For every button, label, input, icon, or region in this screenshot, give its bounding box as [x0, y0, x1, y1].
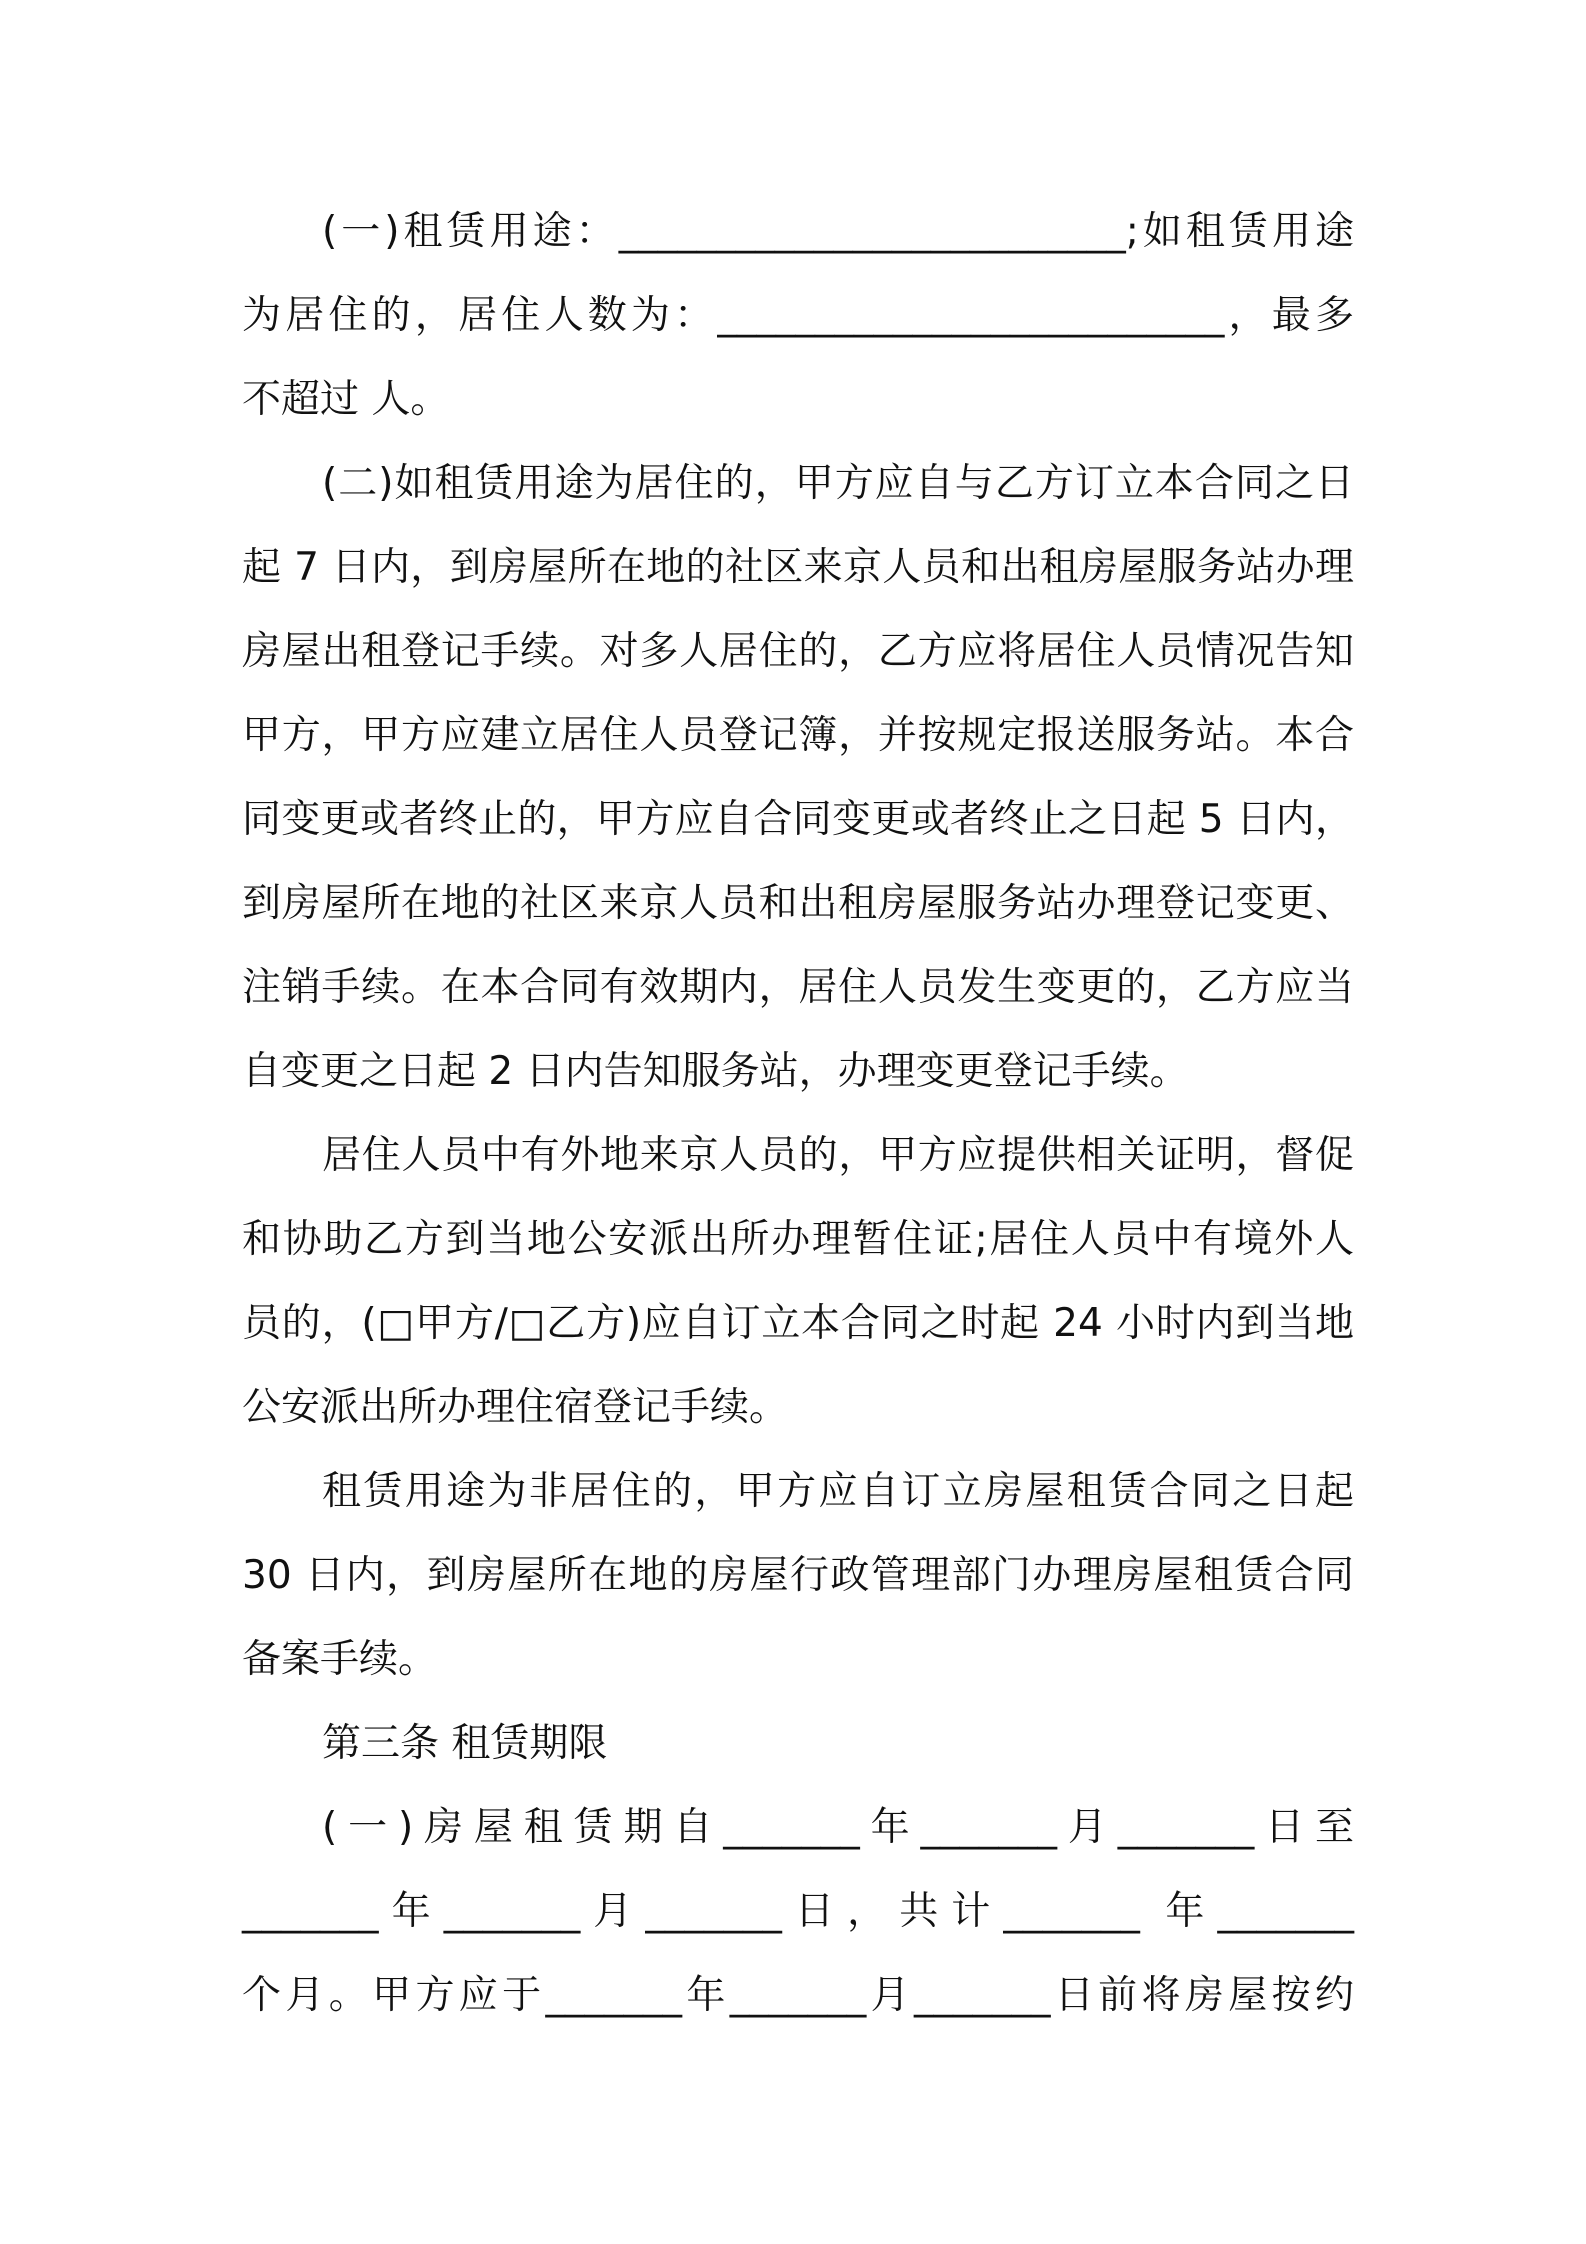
text-line: (一)租赁用途：__________________________;如租赁用途 [322, 209, 1354, 254]
article-heading: 第三条 租赁期限 [322, 1721, 608, 1766]
text-line: 员的，(□甲方/□乙方)应自订立本合同之时起 24 小时内到当地 [242, 1301, 1354, 1346]
text-line: 甲方，甲方应建立居住人员登记簿，并按规定报送服务站。本合 [242, 713, 1354, 758]
text-line: 注销手续。在本合同有效期内，居住人员发生变更的，乙方应当 [242, 965, 1354, 1010]
text-line: 30 日内，到房屋所在地的房屋行政管理部门办理房屋租赁合同 [242, 1553, 1354, 1598]
text-line: 为居住的，居住人数为：__________________________，最多 [242, 293, 1354, 338]
text-line: 房屋出租登记手续。对多人居住的，乙方应将居住人员情况告知 [242, 629, 1354, 674]
document-page [242, 190, 1354, 2038]
text-line: 到房屋所在地的社区来京人员和出租房屋服务站办理登记变更、 [242, 881, 1354, 926]
text-line: 备案手续。 [242, 1637, 438, 1682]
text-line: _______年_______月_______日，共计_______ 年_______ [242, 1889, 1354, 1934]
text-line: (一)房屋租赁期自_______年_______月_______日至 [322, 1805, 1354, 1850]
text-line: (二)如租赁用途为居住的，甲方应自与乙方订立本合同之日 [322, 461, 1354, 506]
text-line: 起 7 日内，到房屋所在地的社区来京人员和出租房屋服务站办理 [242, 545, 1354, 590]
text-line: 和协助乙方到当地公安派出所办理暂住证;居住人员中有境外人 [242, 1217, 1354, 1262]
text-line: 个月。甲方应于_______年_______月_______日前将房屋按约 [242, 1973, 1354, 2018]
text-line: 同变更或者终止的，甲方应自合同变更或者终止之日起 5 日内， [242, 797, 1354, 842]
text-line: 自变更之日起 2 日内告知服务站，办理变更登记手续。 [242, 1049, 1189, 1094]
text-line: 公安派出所办理住宿登记手续。 [242, 1385, 789, 1430]
text-line: 租赁用途为非居住的，甲方应自订立房屋租赁合同之日起 [322, 1469, 1354, 1514]
text-line: 居住人员中有外地来京人员的，甲方应提供相关证明，督促 [322, 1133, 1354, 1178]
text-line: 不超过 人。 [242, 377, 450, 422]
